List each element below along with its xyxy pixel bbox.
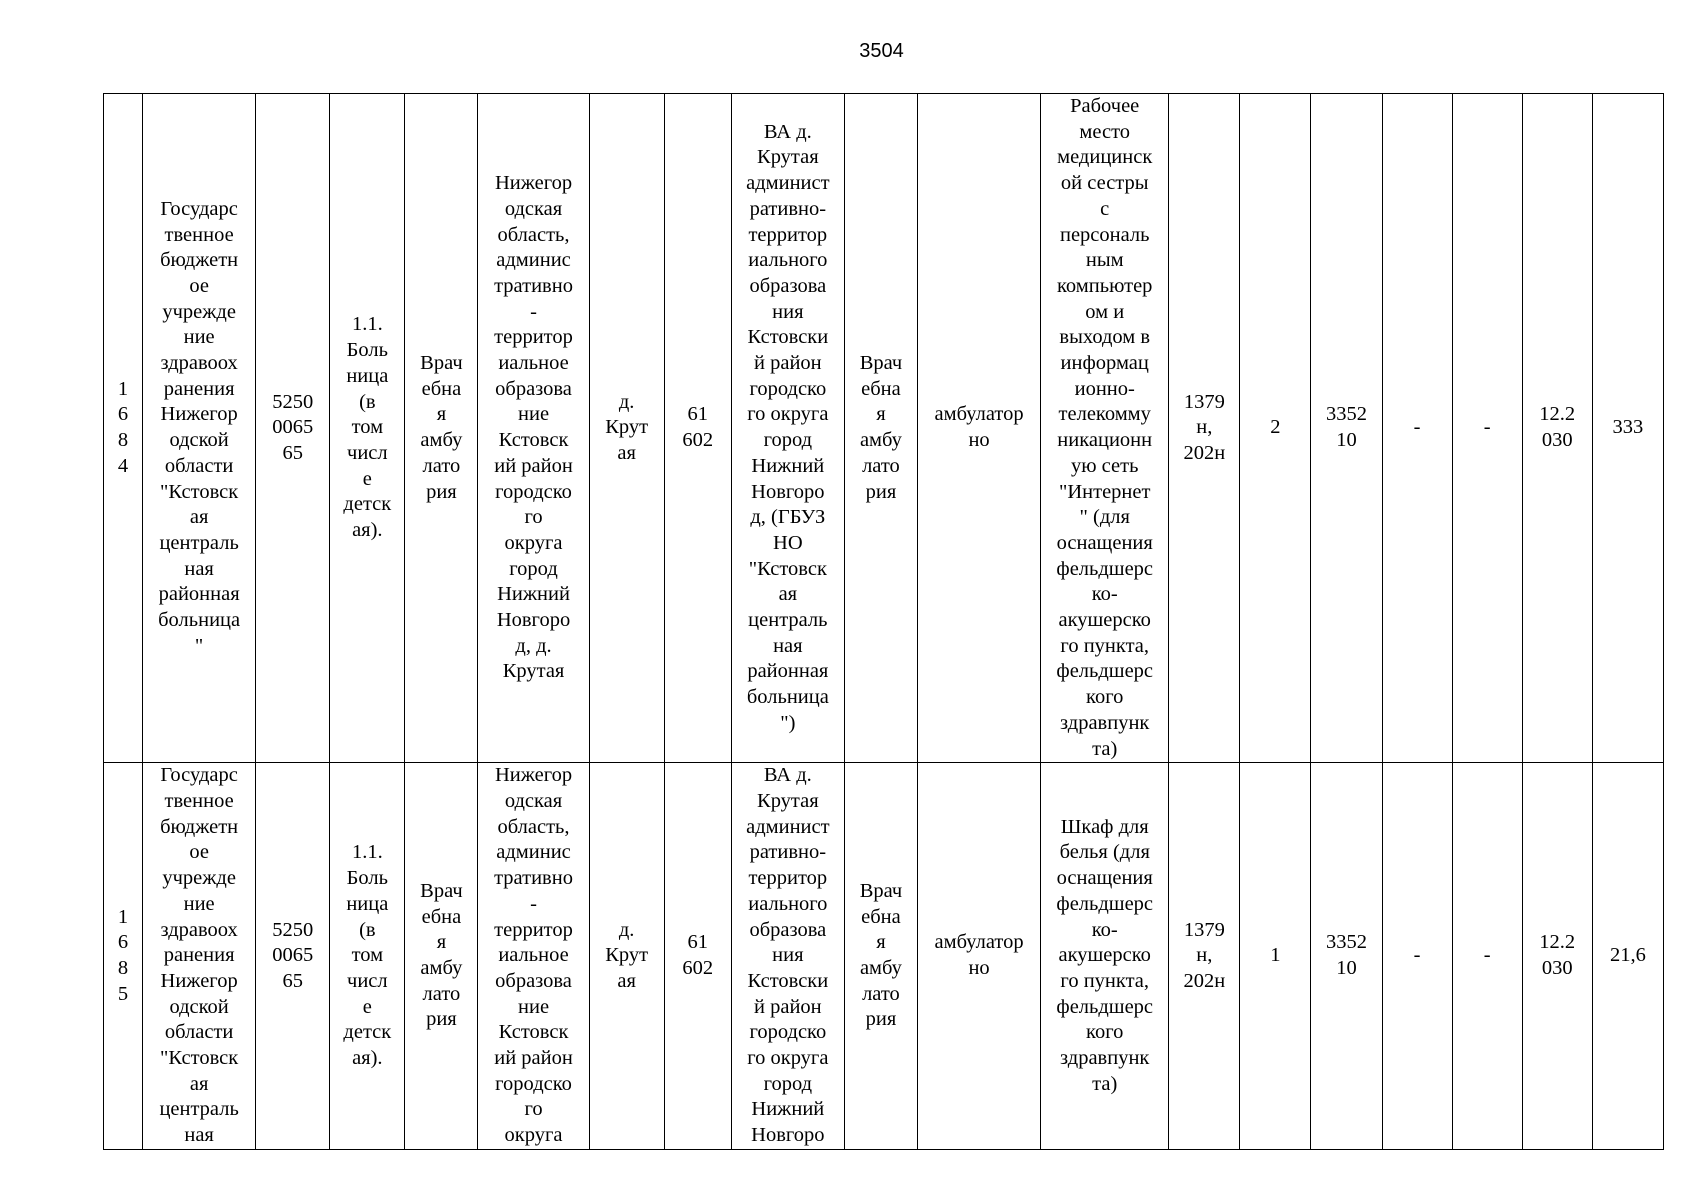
dash-cell: - — [1382, 94, 1452, 763]
locality-cell: д. Крут ая — [589, 94, 664, 763]
row-number-cell: 1 6 8 5 — [104, 763, 143, 1150]
unit-cell: ВА д. Крутая админист ративно- территор иального образова ния Кстовски й район городско го округа город Нижний Новгоро д, (ГБУЗ НО "Кстовск ая централь ная районная больница ") — [731, 94, 844, 763]
code-cell: 61 602 — [664, 94, 731, 763]
organization-cell: Государс твенное бюджетн ое учрежде ние здравоох ранения Нижегор одской области "Кстовск ая централь ная — [143, 763, 256, 1150]
table-row — [104, 94, 1664, 763]
row-number-cell: 1 6 8 4 — [104, 94, 143, 763]
year-cell: 12.2 030 — [1522, 763, 1592, 1150]
inn-cell: 5250 0065 65 — [256, 94, 330, 763]
order-cell: 1379 н, 202н — [1169, 94, 1240, 763]
address-cell: Нижегор одская область, админис тративно - территор иальное образова ние Кстовск ий район городско го округа — [478, 763, 589, 1150]
unit-type-cell: Врач ебна я амбу лато рия — [844, 763, 917, 1150]
table-row — [104, 763, 1664, 1150]
dash-cell: - — [1452, 94, 1522, 763]
registry-table — [103, 93, 1664, 1150]
care-form-cell: амбулатор но — [917, 763, 1040, 1150]
category-cell: 1.1. Боль ница (в том числ е детск ая). — [330, 763, 405, 1150]
address-cell: Нижегор одская область, админис тративно - территор иальное образова ние Кстовск ий район городско го округа город Нижний Новгоро д, д. Крутая — [478, 94, 589, 763]
facility-type-cell: Врач ебна я амбу лато рия — [405, 763, 478, 1150]
unit-type-cell: Врач ебна я амбу лато рия — [844, 94, 917, 763]
amount-cell: 21,6 — [1592, 763, 1663, 1150]
dash-cell: - — [1382, 763, 1452, 1150]
care-form-cell: амбулатор но — [917, 94, 1040, 763]
page-number: 3504 — [859, 40, 904, 62]
okpd-cell: 3352 10 — [1311, 763, 1382, 1150]
category-cell: 1.1. Боль ница (в том числ е детск ая). — [330, 94, 405, 763]
organization-cell: Государс твенное бюджетн ое учрежде ние здравоох ранения Нижегор одской области "Кстовск ая централь ная районная больница " — [143, 94, 256, 763]
locality-cell: д. Крут ая — [589, 763, 664, 1150]
facility-type-cell: Врач ебна я амбу лато рия — [405, 94, 478, 763]
order-cell: 1379 н, 202н — [1169, 763, 1240, 1150]
code-cell: 61 602 — [664, 763, 731, 1150]
okpd-cell: 3352 10 — [1311, 94, 1382, 763]
inn-cell: 5250 0065 65 — [256, 763, 330, 1150]
quantity-cell: 1 — [1240, 763, 1311, 1150]
quantity-cell: 2 — [1240, 94, 1311, 763]
dash-cell: - — [1452, 763, 1522, 1150]
year-cell: 12.2 030 — [1522, 94, 1592, 763]
equipment-cell: Рабочее место медицинск ой сестры с персональ ным компьютер ом и выходом в информац ионно- телекомму никационн ую сеть "Интернет " (для оснащения фельдшерс ко- акушерско го пункта, фельдшерс кого здравпунк та) — [1041, 94, 1169, 763]
amount-cell: 333 — [1592, 94, 1663, 763]
unit-cell: ВА д. Крутая админист ративно- территор иального образова ния Кстовски й район городско го округа город Нижний Новгоро — [731, 763, 844, 1150]
equipment-cell: Шкаф для белья (для оснащения фельдшерс ко- акушерско го пункта, фельдшерс кого здравпунк та) — [1041, 763, 1169, 1150]
